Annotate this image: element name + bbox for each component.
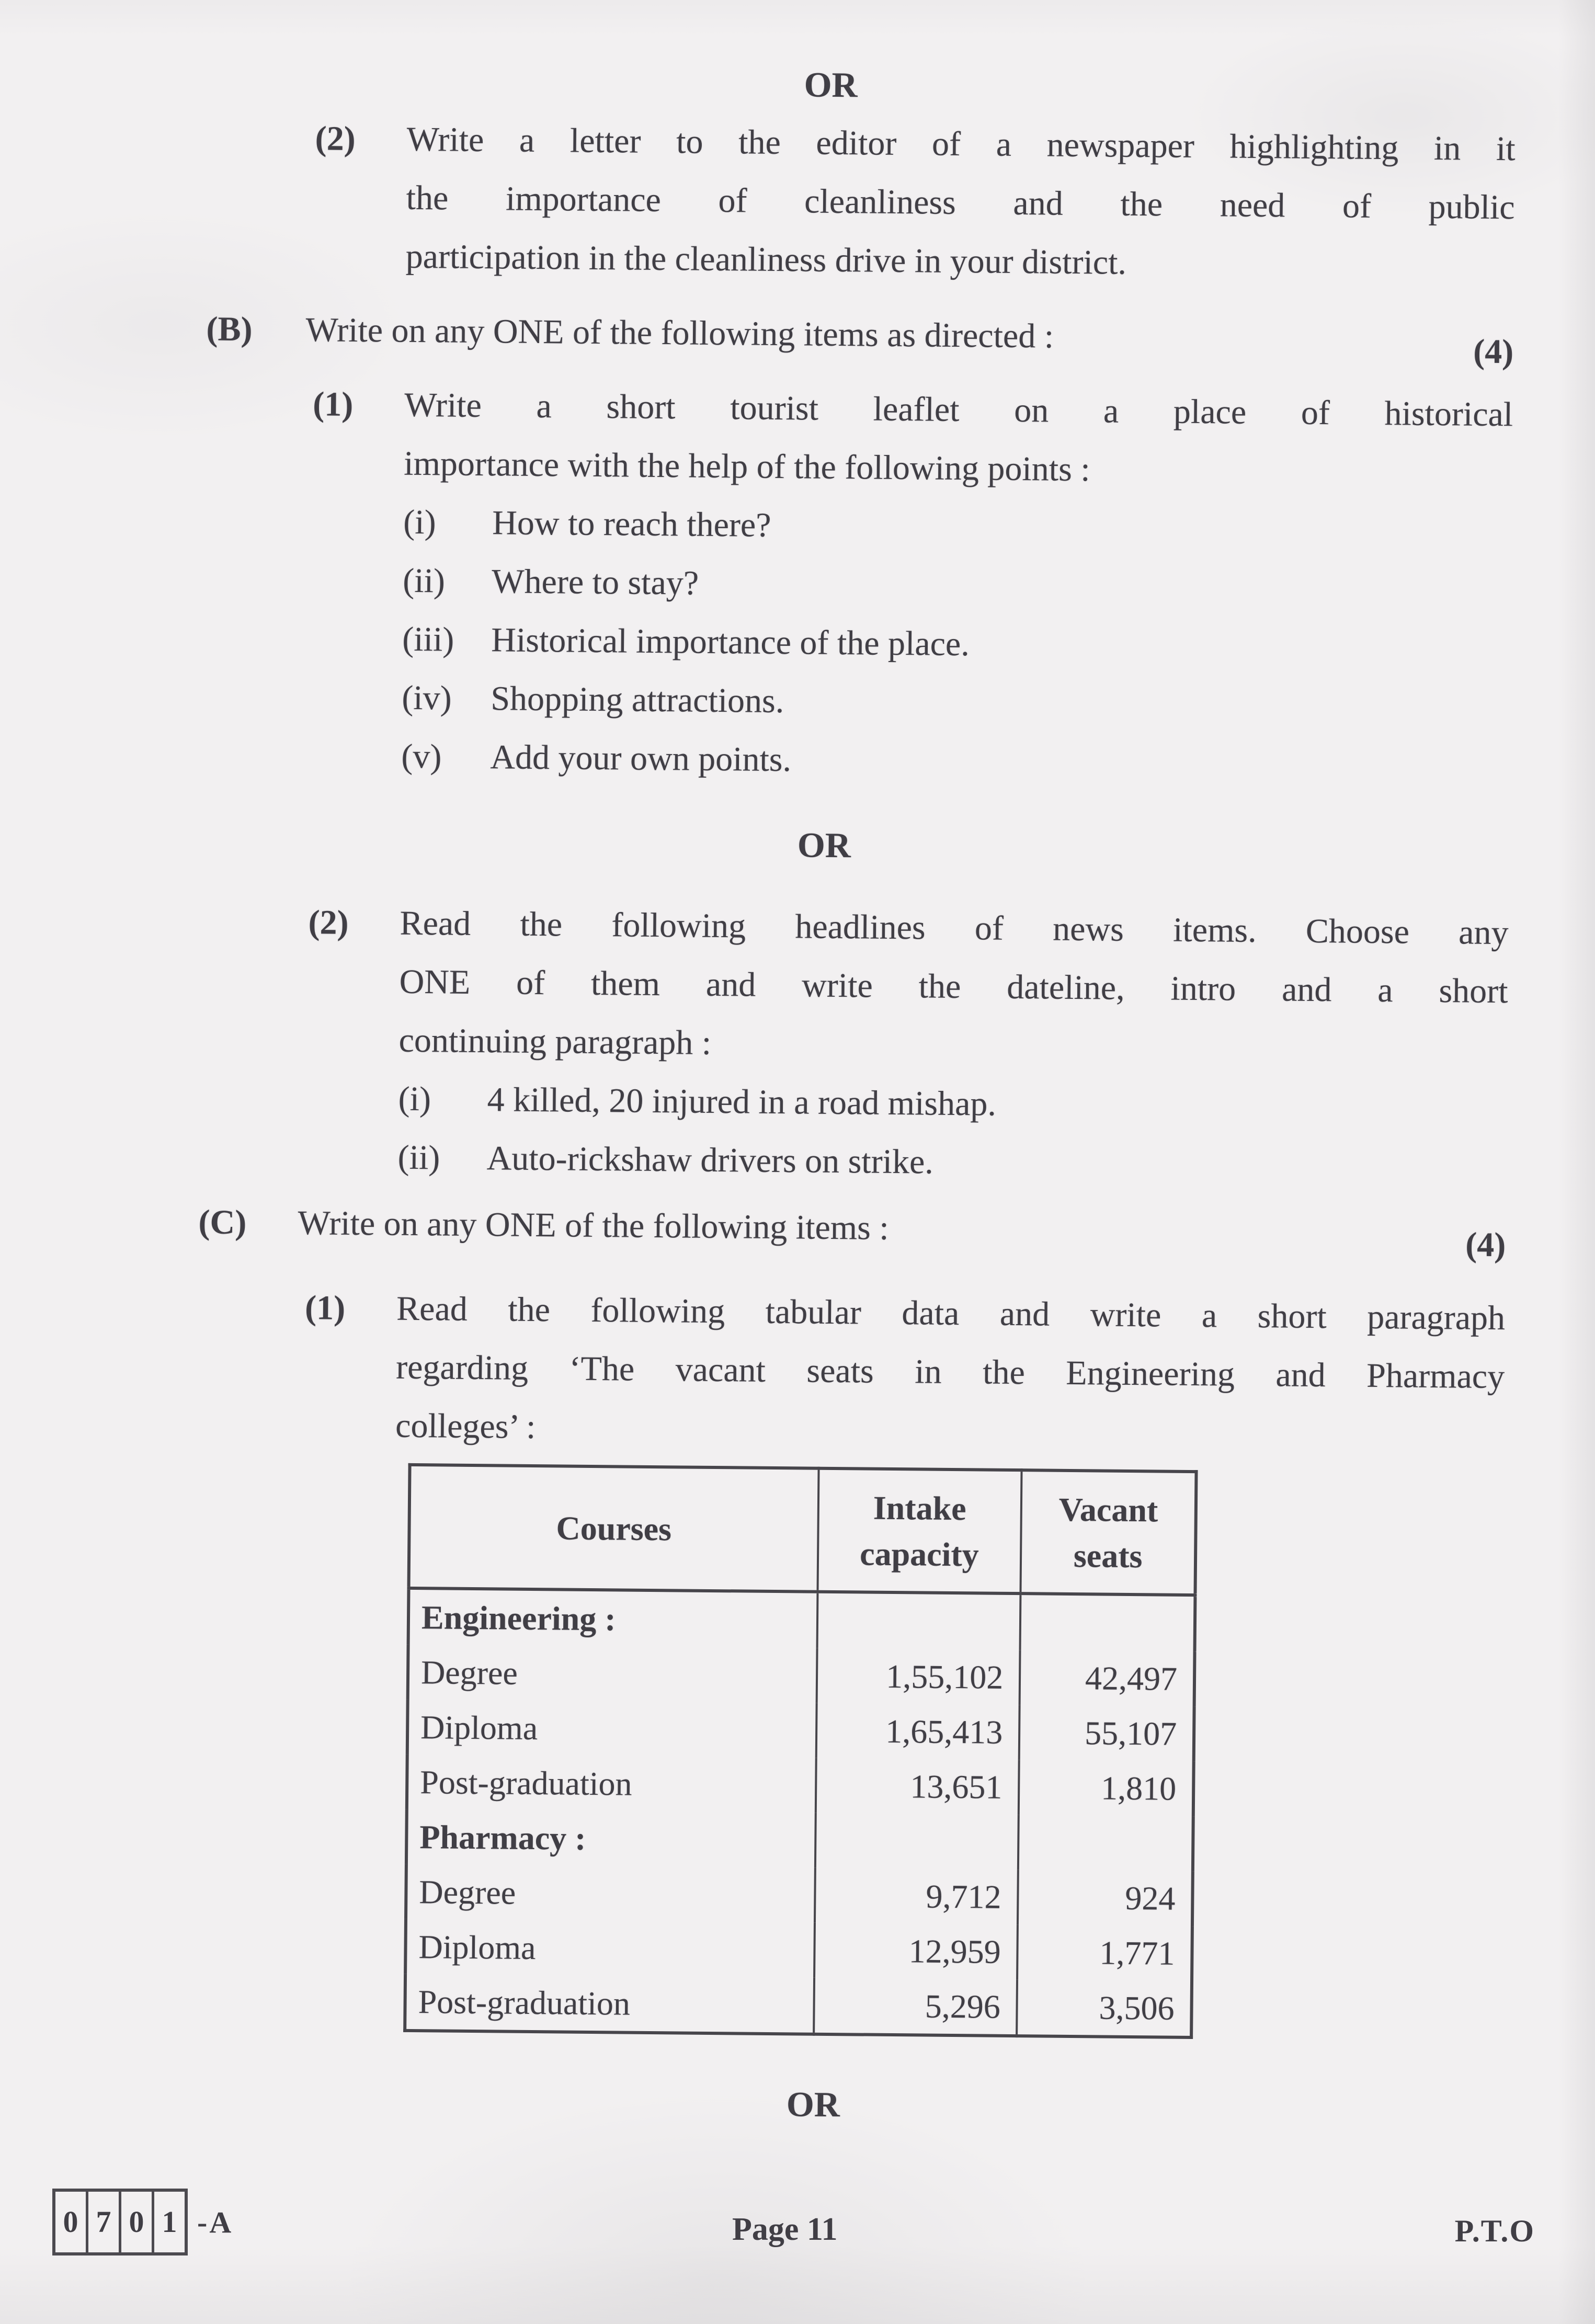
text-line: colleges’ : <box>395 1406 536 1446</box>
section-text: Write on any ONE of the following items : <box>298 1204 890 1247</box>
pto-label: P.T.O <box>1454 2214 1535 2248</box>
table-row <box>406 1809 1193 1871</box>
intake-cell: 1,65,413 <box>816 1703 1020 1760</box>
table-row <box>407 1755 1194 1816</box>
intake-cell: 1,55,102 <box>816 1648 1020 1705</box>
section-text: Write on any ONE of the following items as directed : <box>305 311 1054 356</box>
course-cell: Post-graduation <box>418 1983 631 2022</box>
vacant-cell: 924 <box>1018 1870 1193 1926</box>
intake-cell: 13,651 <box>815 1758 1019 1815</box>
text-line: continuing paragraph : <box>398 1021 712 1062</box>
course-cell: Post-graduation <box>419 1763 632 1803</box>
table-row <box>408 1645 1195 1706</box>
column-header-intake: Intake capacity <box>817 1468 1022 1593</box>
text-line: Write a short tourist leaflet on a place of historical <box>404 385 1513 434</box>
question-text <box>397 894 1509 1197</box>
vacant-seats-table <box>403 1463 1198 2039</box>
list-item <box>398 1070 1507 1138</box>
vacant-cell <box>1020 1593 1195 1651</box>
section-c-heading <box>198 1193 1506 1263</box>
course-cell: Pharmacy : <box>419 1818 586 1857</box>
question-text <box>401 376 1513 795</box>
text-line: the importance of cleanliness and the need of public <box>406 178 1515 227</box>
section-label: (B) <box>206 310 253 349</box>
vacant-cell <box>1018 1815 1193 1871</box>
list-item <box>401 727 1510 795</box>
list-item <box>397 1129 1507 1197</box>
point-text: Shopping attractions. <box>491 679 784 721</box>
point-number: (iv) <box>402 678 452 717</box>
text-line: Read the following headlines of news items. Choose any <box>400 904 1509 952</box>
section-label: (C) <box>198 1203 247 1242</box>
paper-code-box <box>52 2189 188 2255</box>
point-text: 4 killed, 20 injured in a road mishap. <box>487 1080 997 1123</box>
point-number: (i) <box>398 1079 431 1119</box>
vacant-cell: 42,497 <box>1020 1650 1195 1706</box>
course-cell: Engineering : <box>421 1599 616 1638</box>
table-row <box>406 1864 1193 1926</box>
text-line: ONE of them and write the dateline, intro and a short <box>399 962 1508 1011</box>
list-item <box>403 552 1512 620</box>
point-number: (ii) <box>397 1138 440 1177</box>
code-suffix: -A <box>197 2205 234 2239</box>
list-item <box>402 610 1511 678</box>
code-digit: 0 <box>119 2192 152 2252</box>
point-text: Add your own points. <box>490 738 792 779</box>
code-digit: 7 <box>86 2192 119 2252</box>
course-cell: Degree <box>419 1873 516 1911</box>
vacant-cell: 55,107 <box>1019 1705 1194 1761</box>
column-header-vacant: Vacant seats <box>1021 1470 1197 1595</box>
text-line: participation in the cleanliness drive in your district. <box>405 237 1127 282</box>
point-number: (ii) <box>403 561 446 600</box>
column-header-courses: Courses <box>409 1465 819 1592</box>
question-number: (2) <box>308 903 349 942</box>
course-cell: Degree <box>420 1654 518 1692</box>
or-separator: OR <box>804 64 858 105</box>
question-letter-to-editor <box>314 109 1516 295</box>
code-digit: 0 <box>63 2205 78 2239</box>
table-row <box>405 1974 1192 2037</box>
table-header-row <box>409 1465 1197 1595</box>
or-separator: OR <box>797 825 851 865</box>
intake-cell: 5,296 <box>814 1978 1018 2036</box>
list-item <box>402 669 1511 737</box>
marks-badge: (4) <box>1473 332 1514 371</box>
point-text: Auto-rickshaw drivers on strike. <box>486 1139 934 1181</box>
question-text <box>395 1280 1506 1465</box>
table-row <box>405 1919 1192 1981</box>
question-text <box>405 110 1516 295</box>
vacant-cell: 1,810 <box>1019 1760 1194 1816</box>
intake-cell: 9,712 <box>814 1868 1018 1924</box>
text-line: Read the following tabular data and write a short paragraph <box>396 1289 1506 1338</box>
point-text: How to reach there? <box>492 504 771 544</box>
point-text: Where to stay? <box>492 562 699 602</box>
paper-code <box>52 2189 233 2255</box>
question-number: (1) <box>304 1289 346 1327</box>
code-digit: 1 <box>152 2192 185 2252</box>
section-b-heading <box>206 300 1514 370</box>
question-number: (2) <box>315 119 356 158</box>
point-number: (i) <box>403 503 436 542</box>
list-item <box>403 493 1512 561</box>
table-row <box>408 1588 1195 1651</box>
vacant-cell: 3,506 <box>1017 1979 1192 2037</box>
question-tourist-leaflet <box>310 375 1513 795</box>
vacant-cell: 1,771 <box>1017 1924 1192 1981</box>
intake-cell: 12,959 <box>814 1923 1018 1979</box>
text-line: importance with the help of the following points : <box>403 444 1091 489</box>
text-line: regarding ‘The vacant seats in the Engineering and Pharmacy <box>395 1348 1505 1396</box>
intake-cell <box>815 1813 1019 1870</box>
text-line: Write a letter to the editor of a newspaper highlighting in it <box>406 120 1516 168</box>
table-row <box>407 1700 1194 1761</box>
question-number: (1) <box>312 385 354 424</box>
course-cell: Diploma <box>418 1928 536 1967</box>
course-cell: Diploma <box>420 1708 538 1747</box>
question-news-headlines <box>306 893 1509 1197</box>
marks-badge: (4) <box>1465 1225 1506 1264</box>
points-list <box>401 493 1512 795</box>
points-list <box>397 1070 1507 1197</box>
intake-cell <box>817 1592 1021 1650</box>
page-number: Page 11 <box>732 2212 838 2247</box>
or-separator: OR <box>786 2084 840 2125</box>
question-tabular-data <box>304 1279 1506 1465</box>
point-number: (iii) <box>402 620 454 659</box>
point-text: Historical importance of the place. <box>491 621 970 664</box>
point-number: (v) <box>401 737 442 776</box>
